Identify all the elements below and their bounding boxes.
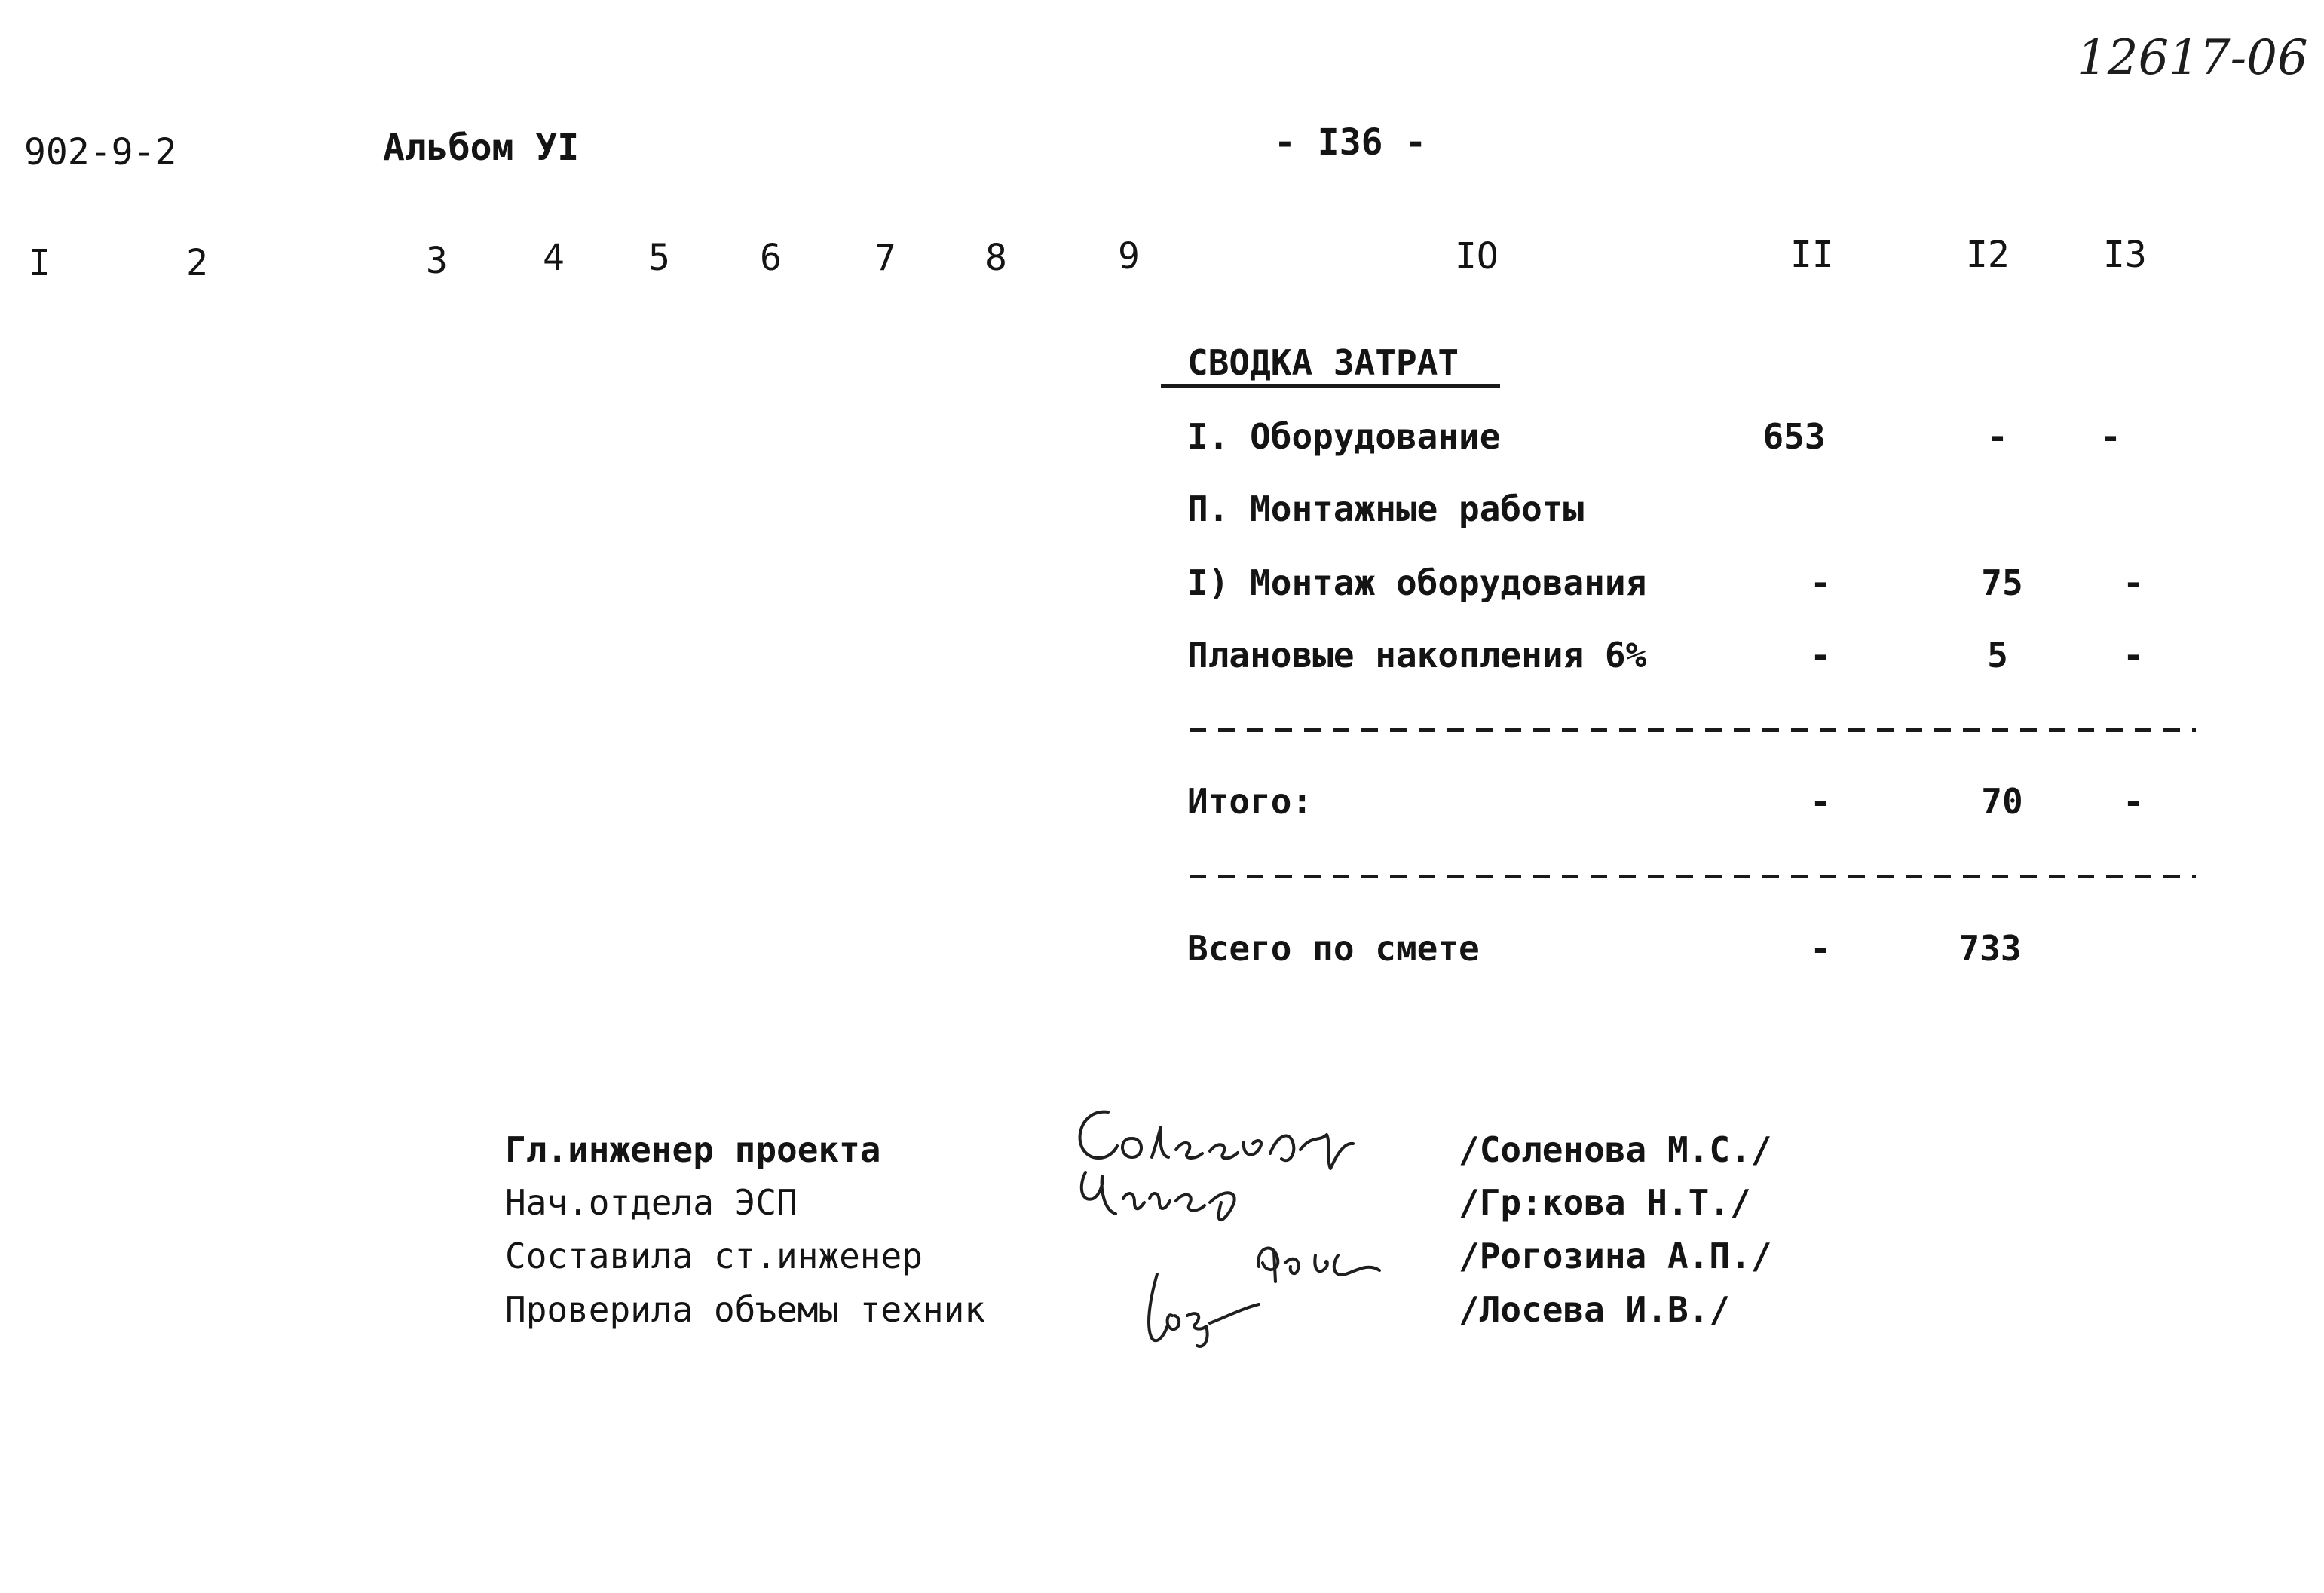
dashed-separator-1 xyxy=(1190,728,2196,732)
column-number-4: 4 xyxy=(543,237,565,279)
cell-col-12: 75 xyxy=(1981,562,2023,603)
column-number-1: I xyxy=(29,242,51,284)
album-label: Альбом УI xyxy=(383,127,580,169)
cell-col-11: - xyxy=(1810,562,1831,603)
summary-title: СВОДКА ЗАТРАТ xyxy=(1187,342,1459,383)
cell-col-12: - xyxy=(1987,416,2008,457)
cell-col-11: - xyxy=(1810,635,1831,675)
cell-col-12: 733 xyxy=(1958,928,2022,969)
row-label: I. Оборудование xyxy=(1187,416,1501,457)
column-number-11: II xyxy=(1790,234,1834,276)
column-number-2: 2 xyxy=(186,242,208,284)
handwritten-signature-grekova xyxy=(1070,1157,1297,1233)
document-code: 902-9-2 xyxy=(24,131,177,173)
row-label: Итого: xyxy=(1187,781,1313,822)
cell-col-11: 653 xyxy=(1762,416,1826,457)
column-number-10: IO xyxy=(1455,235,1499,277)
row-label: Плановые накопления 6% xyxy=(1187,635,1647,675)
cell-col-13: - xyxy=(2123,781,2144,822)
column-number-9: 9 xyxy=(1118,235,1140,277)
column-number-12: I2 xyxy=(1966,234,2010,276)
signature-role-chief-engineer: Гл.инженер проекта xyxy=(505,1129,881,1170)
handwritten-signature-loseva xyxy=(1131,1263,1281,1353)
cell-col-13: - xyxy=(2123,562,2144,603)
column-number-3: 3 xyxy=(426,240,448,282)
signature-name-grekova: /Гр:кова Н.Т./ xyxy=(1459,1182,1751,1223)
corner-inventory-number: 12617-06 xyxy=(2077,30,2308,86)
column-number-7: 7 xyxy=(874,237,896,279)
row-label: П. Монтажные работы xyxy=(1187,489,1585,529)
column-number-5: 5 xyxy=(648,237,670,279)
column-number-13: I3 xyxy=(2103,234,2147,276)
cell-col-13: - xyxy=(2100,416,2121,457)
cell-col-11: - xyxy=(1810,781,1831,822)
cell-col-13: - xyxy=(2123,635,2144,675)
signature-name-solenova: /Соленова М.С./ xyxy=(1459,1129,1772,1170)
dashed-separator-2 xyxy=(1190,875,2196,878)
column-number-8: 8 xyxy=(985,237,1007,279)
cell-col-12: 70 xyxy=(1981,781,2023,822)
page-number: - I36 - xyxy=(1274,121,1427,164)
signature-role-department-head: Нач.отдела ЭСП xyxy=(505,1182,798,1223)
column-number-6: 6 xyxy=(760,237,782,279)
row-label: Всего по смете xyxy=(1187,928,1480,969)
signature-role-compiler: Составила ст.инженер xyxy=(505,1236,923,1276)
cell-col-11: - xyxy=(1810,928,1831,969)
cell-col-12: 5 xyxy=(1987,635,2008,675)
signature-role-checker: Проверила объемы техник xyxy=(505,1289,985,1330)
row-label: I) Монтаж оборудования xyxy=(1187,562,1647,603)
signature-name-loseva: /Лосева И.В./ xyxy=(1459,1289,1731,1330)
signature-name-rogozina: /Рогозина А.П./ xyxy=(1459,1236,1772,1276)
summary-title-underline xyxy=(1161,384,1500,388)
